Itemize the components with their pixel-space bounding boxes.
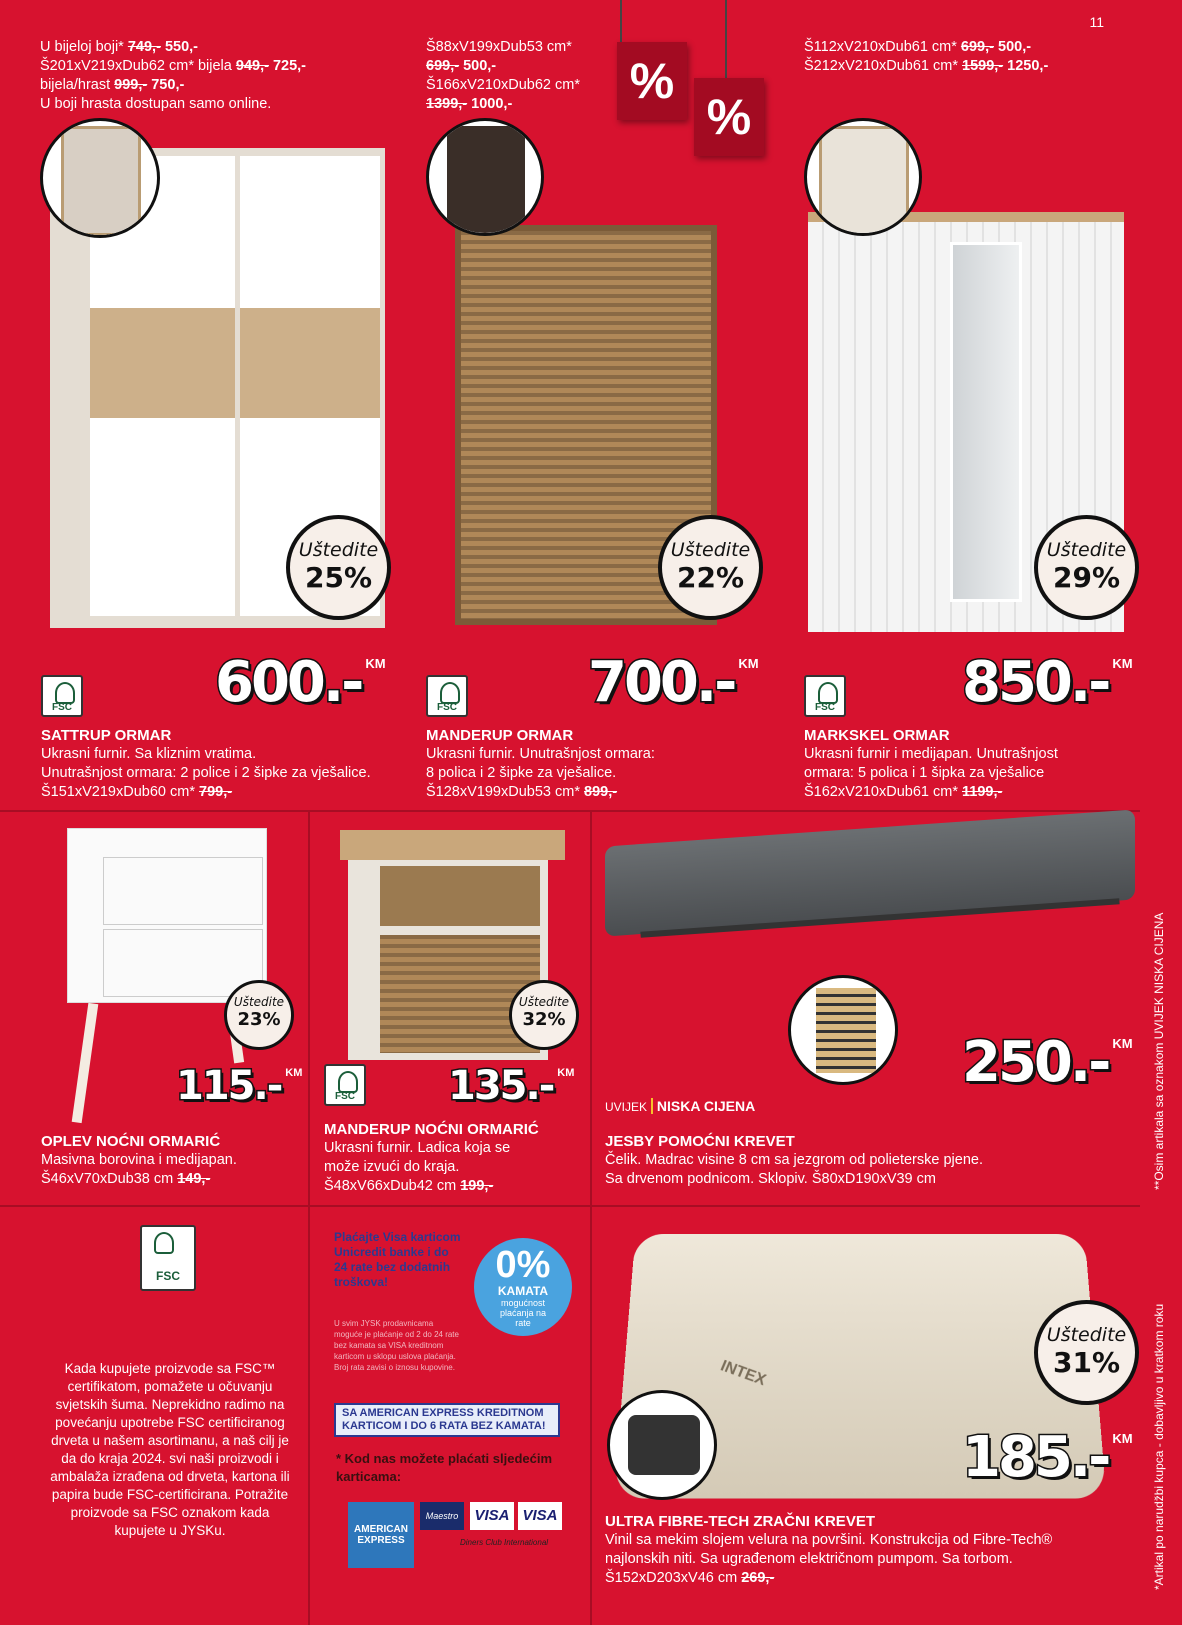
save-label: Uštedite	[670, 539, 751, 561]
product-desc: Ukrasni furnir. Ladica koja se	[324, 1140, 511, 1156]
discount-value: 29%	[1052, 561, 1121, 594]
product-desc: Masivna borovina i medijapan.	[41, 1152, 237, 1168]
currency: KM	[365, 656, 386, 671]
discount-value: 23%	[237, 1009, 281, 1030]
price: 250.-	[962, 1030, 1109, 1095]
diners-card-logo: Diners Club International	[460, 1538, 549, 1547]
old-price: 269,-	[741, 1570, 775, 1586]
product-title: JESBY POMOĆNI KREVET	[605, 1133, 795, 1150]
badge-text: NISKA CIJENA	[651, 1098, 755, 1114]
brand-label: INTEX	[718, 1357, 769, 1390]
variant-label: Š212xV210xDub61 cm*	[804, 58, 962, 74]
divider	[308, 812, 310, 1207]
folded-bed-image	[788, 975, 898, 1085]
old-price: 1199,-	[962, 784, 1003, 800]
old-price: 149,-	[177, 1171, 211, 1187]
price: 135.-	[448, 1063, 554, 1109]
currency: KM	[738, 656, 759, 671]
cards-title: * Kod nas možete plaćati sljedećim karticama:	[336, 1451, 553, 1484]
discount-bubble	[1034, 515, 1139, 620]
fsc-logo: FSC	[804, 675, 846, 717]
amex-banner: SA AMERICAN EXPRESS KREDITNOM KARTICOM I DO 6 RATA BEZ KAMATA!	[334, 1403, 560, 1437]
manderup-variants	[426, 38, 580, 114]
variant-label: U bijeloj boji*	[40, 39, 128, 55]
old-price: 699,-	[960, 39, 994, 55]
visa-card-logo: VISA	[470, 1502, 514, 1530]
product-desc: Unutrašnjost ormara: 2 police i 2 šipke za vješalice.	[41, 765, 371, 781]
divider	[590, 812, 592, 1625]
product-dims: Š128xV199xDub53 cm*	[426, 784, 584, 800]
product-desc: Sa drvenom podnicom. Sklopiv. Š80xD190xV39 cm	[605, 1171, 936, 1187]
currency: KM	[1112, 1431, 1133, 1446]
product-desc: najlonskih niti. Sa ugrađenom električnom pumpom. Sa torbom.	[605, 1551, 1013, 1567]
old-price: 999,-	[114, 77, 148, 93]
product-desc: Ukrasni furnir. Unutrašnjost ormara:	[426, 746, 655, 762]
interior-detail-image	[426, 118, 544, 236]
old-price: 899,-	[584, 784, 618, 800]
fsc-logo: FSC	[426, 675, 468, 717]
product-dims: Š48xV66xDub42 cm	[324, 1178, 461, 1194]
page-number: 11	[1089, 14, 1104, 30]
divider	[308, 1207, 310, 1625]
badge-text: UVIJEK	[605, 1100, 648, 1114]
old-price: 199,-	[460, 1178, 494, 1194]
manderup-info	[426, 726, 655, 802]
new-price: 1250,-	[1003, 58, 1049, 74]
sattrup-info	[41, 726, 371, 802]
manderup-nightstand-info	[324, 1120, 539, 1196]
oplev-nightstand-image	[67, 828, 267, 1003]
product-desc: Vinil sa mekim slojem velura na površini. Konstrukcija od Fibre-Tech®	[605, 1532, 1053, 1548]
currency: KM	[1112, 656, 1133, 671]
product-desc: ormara: 5 polica i 1 šipka za vješalice	[804, 765, 1045, 781]
save-label: Uštedite	[298, 539, 379, 561]
pump-detail-image	[607, 1390, 717, 1500]
new-price: 500,-	[459, 58, 497, 74]
manderup-nightstand-image	[340, 830, 565, 860]
price: 185.-	[962, 1425, 1109, 1490]
price-tag	[962, 1030, 1133, 1095]
markskel-info	[804, 726, 1058, 802]
old-price: 749,-	[127, 39, 161, 55]
discount-bubble	[286, 515, 391, 620]
product-dims: Š162xV210xDub61 cm*	[804, 784, 962, 800]
price-tag	[962, 650, 1133, 715]
product-title: MANDERUP NOĆNI ORMARIĆ	[324, 1121, 539, 1138]
save-label: Uštedite	[233, 995, 285, 1009]
new-price: 1000,-	[467, 96, 513, 112]
divider	[0, 1205, 1140, 1207]
jesby-info	[605, 1132, 983, 1189]
old-price: 949,-	[235, 58, 269, 74]
visa-electron-card-logo: VISA	[518, 1502, 562, 1530]
price-tag	[215, 650, 386, 715]
new-price: 550,-	[160, 39, 199, 55]
discount-value: 31%	[1052, 1346, 1121, 1379]
price: 115.-	[176, 1063, 282, 1109]
price: 850.-	[962, 650, 1109, 715]
new-price: 500,-	[993, 39, 1032, 55]
price-tag	[962, 1425, 1133, 1490]
markskel-variants	[804, 38, 1048, 76]
payment-headline: Plaćajte Visa karticom Unicredit banke i do 24 rate bez dodatnih troškova!	[334, 1230, 461, 1289]
currency: KM	[557, 1067, 575, 1079]
old-price: 1399,-	[426, 96, 468, 112]
sale-tag: %	[617, 42, 687, 120]
sattrup-variants	[40, 38, 306, 114]
old-price: 699,-	[426, 58, 460, 74]
currency: KM	[285, 1067, 303, 1079]
fsc-logo: FSC	[324, 1064, 366, 1106]
price: 600.-	[215, 650, 362, 715]
discount-value: 25%	[304, 561, 373, 594]
discount-bubble	[224, 980, 294, 1050]
discount-value: 22%	[676, 561, 745, 594]
discount-bubble	[509, 980, 579, 1050]
product-title: OPLEV NOĆNI ORMARIĆ	[41, 1133, 221, 1150]
price: 700.-	[588, 650, 735, 715]
old-price: 1599,-	[962, 58, 1004, 74]
variant-label: bijela/hrast	[40, 77, 115, 93]
product-dims: Š46xV70xDub38 cm	[41, 1171, 178, 1187]
discount-bubble	[658, 515, 763, 620]
side-note-low-price: **Osim artikala sa oznakom UVIJEK NISKA CIJENA	[1152, 912, 1166, 1190]
zero-percent: 0%	[495, 1244, 551, 1286]
product-desc: Čelik. Madrac visine 8 cm sa jezgrom od polieterske pjene.	[605, 1152, 983, 1168]
currency: KM	[1112, 1036, 1133, 1051]
price-tag	[448, 1063, 575, 1109]
side-note-order: *Artikal po narudžbi kupca - dobavljivo u kratkom roku	[1152, 1303, 1166, 1590]
maestro-card-logo: Maestro	[420, 1502, 464, 1530]
product-title: ULTRA FIBRE-TECH ZRAČNI KREVET	[605, 1513, 875, 1530]
new-price: 750,-	[147, 77, 185, 93]
old-price: 799,-	[199, 784, 233, 800]
save-label: Uštedite	[1046, 1324, 1127, 1346]
product-desc: može izvući do kraja.	[324, 1159, 460, 1175]
nightstand-leg	[72, 1003, 99, 1123]
air-bed-info	[605, 1512, 1052, 1588]
new-price: 725,-	[268, 58, 307, 74]
save-label: Uštedite	[1046, 539, 1127, 561]
tag-string	[620, 0, 622, 45]
price-tag	[588, 650, 759, 715]
zero-interest-bubble	[474, 1238, 572, 1336]
product-desc: Ukrasni furnir. Sa kliznim vratima.	[41, 746, 257, 762]
payment-small-print: U svim JYSK prodavnicama moguće je plaćanje od 2 do 24 rate bez kamata sa VISA kreditnom karticom u sklopu uslova plaćanja. Broj rata zavisi o iznosu kupovine.	[334, 1319, 459, 1372]
discount-bubble	[1034, 1300, 1139, 1405]
discount-value: 32%	[522, 1009, 566, 1030]
product-desc: Ukrasni furnir i medijapan. Unutrašnjost	[804, 746, 1058, 762]
tag-string	[725, 0, 727, 80]
product-dims: Š151xV219xDub60 cm*	[41, 784, 199, 800]
fsc-logo: FSC	[41, 675, 83, 717]
save-label: Uštedite	[518, 995, 570, 1009]
interior-detail-image	[804, 118, 922, 236]
variant-label: Š88xV199xDub53 cm*	[426, 39, 572, 55]
oplev-info	[41, 1132, 237, 1189]
variant-note: U boji hrasta dostupan samo online.	[40, 96, 272, 112]
fsc-logo-large: FSC	[140, 1225, 196, 1291]
variant-label: Š112xV210xDub61 cm*	[804, 39, 961, 55]
fsc-text: Kada kupujete proizvode sa FSC™ certifikatom, pomažete u očuvanju svjetskih šuma. Neprekidno radimo na povećanju upotrebe FSC certificiranog drveta u našem asortimanu, a naš cilj je da do kraja 2024. svi naši proizvodi i ambalaža izrađena od drveta, kartona ili papira bude FSC-certificirana. Potražite proizvode sa FSC oznakom kada kupujete u JYSKu.	[50, 1361, 290, 1538]
kamata-label: KAMATA	[497, 1284, 549, 1298]
low-price-badge	[605, 1098, 755, 1114]
divider	[0, 810, 1140, 812]
product-title: MANDERUP ORMAR	[426, 727, 574, 744]
variant-label: Š201xV219xDub62 cm* bijela	[40, 58, 236, 74]
price-tag	[176, 1063, 303, 1109]
product-title: SATTRUP ORMAR	[41, 727, 172, 744]
kamata-sub: mogućnost plaćanja na rate	[499, 1298, 547, 1328]
product-dims: Š152xD203xV46 cm	[605, 1570, 742, 1586]
amex-card-logo: AMERICAN EXPRESS	[348, 1502, 414, 1568]
product-desc: 8 polica i 2 šipke za vješalice.	[426, 765, 617, 781]
sale-tag: %	[694, 78, 764, 156]
interior-detail-image	[40, 118, 160, 238]
product-title: MARKSKEL ORMAR	[804, 727, 950, 744]
variant-label: Š166xV210xDub62 cm*	[426, 77, 580, 93]
